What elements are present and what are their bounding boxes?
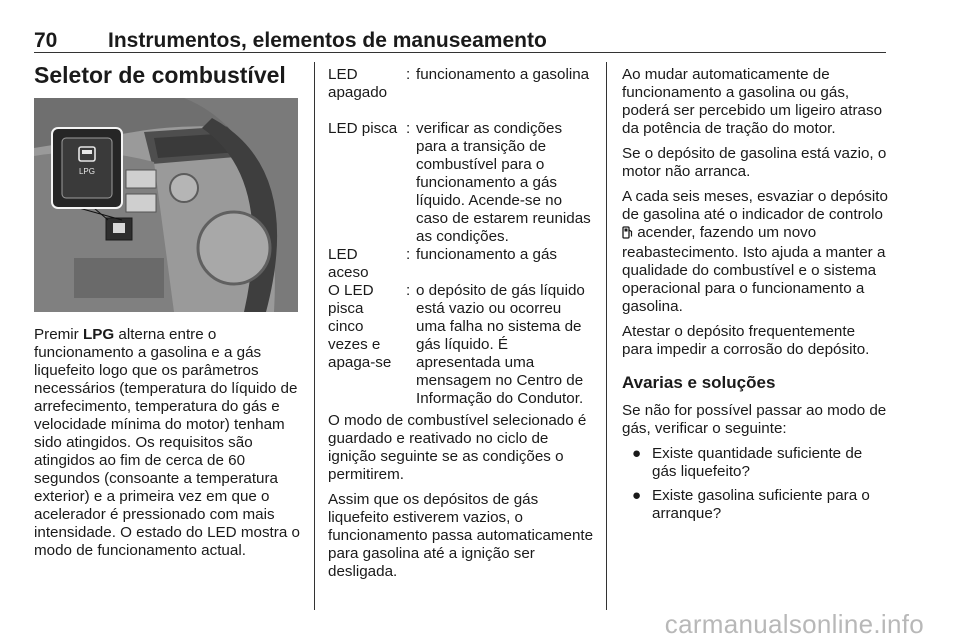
header-rule	[34, 52, 886, 53]
section-title: Seletor de combustível	[34, 62, 286, 88]
led-state-row	[328, 120, 594, 246]
bullet-marker: ●	[632, 445, 642, 462]
list-item: ● Existe quantidade suficiente de gás liquefeito?	[632, 445, 863, 480]
paragraph: Assim que os depósitos de gás liquefeito estiverem vazios, o funcionamento passa automaticamente para gasolina até a ignição ser desligada.	[328, 491, 594, 580]
troubleshooting-heading: Avarias e soluções	[622, 373, 776, 392]
paragraph: Atestar o depósito frequentemente para impedir a corrosão do depósito.	[622, 323, 870, 358]
lpg-button-label: LPG	[82, 326, 115, 343]
led-state-key: LED pisca	[328, 120, 398, 137]
list-item: ● Existe gasolina suficiente para o arranque?	[632, 487, 870, 522]
colon: :	[406, 66, 411, 83]
middle-column	[328, 66, 594, 588]
led-state-value: verificar as condições para a transição de combustível para o funcionamento a gás líquido. Acende-se no caso de estarem reunidas as condições.	[416, 120, 591, 245]
bullet-marker: ●	[632, 487, 642, 504]
page-header	[34, 30, 886, 52]
fuel-gas-indicator-icon	[622, 226, 633, 244]
led-state-key: O LED pisca cinco vezes e apaga-se	[328, 282, 392, 371]
colon: :	[406, 120, 411, 137]
lpg-icon-label: LPG	[78, 167, 96, 176]
led-state-value: funcionamento a gasolina	[416, 66, 590, 83]
chapter-title: Instrumentos, elementos de manuseamento	[108, 29, 547, 52]
led-state-key: LED apagado	[328, 66, 388, 101]
led-state-value: o depósito de gás líquido está vazio ou ocorreu uma falha no sistema de gás líquido. É apresentada uma mensagem no Centro de Informação do Condutor.	[416, 282, 585, 407]
dashboard-illustration	[34, 98, 298, 312]
colon: :	[406, 246, 411, 263]
paragraph: Ao mudar automaticamente de funcionamento a gasolina ou gás, poderá ser percebido um ligeiro atraso da potência de tração do motor.	[622, 66, 883, 137]
led-state-key: LED aceso	[328, 246, 369, 281]
paragraph: A cada seis meses, esvaziar o depósito de gasolina até o indicador de controlo acender, fazendo um novo reabastecimento. Isto ajuda a manter a qualidade do combustível e o sistema operacional para o funcionamento a gasolina.	[622, 188, 888, 315]
lpg-switch-illustration	[34, 98, 298, 312]
paragraph: O modo de combustível selecionado é guardado e reativado no ciclo de ignição seguinte se as condições o permitirem.	[328, 412, 587, 483]
page-number: 70	[34, 29, 58, 52]
led-state-value: funcionamento a gás	[416, 246, 558, 263]
led-state-row	[328, 246, 594, 282]
paragraph: Se o depósito de gasolina está vazio, o motor não arranca.	[622, 145, 887, 180]
right-column	[622, 66, 888, 529]
left-column-text	[34, 326, 300, 567]
intro-paragraph: Premir LPG alterna entre o funcionamento a gasolina e a gás liquefeito logo que os parâmetros necessários (temperatura do líquido de arrefecimento, temperatura do gás e velocidade mínima do motor) tenham sido atingidos. Os requisitos são atingidos ao fim de cerca de 60 segundos (consoante a temperatura exterior) e a primeira vez em que o acelerador é pressionado com mais intensidade. O estado do LED mostra o modo de funcionamento actual.	[34, 326, 300, 559]
colon: :	[406, 282, 411, 299]
watermark: carmanualsonline.info	[664, 609, 924, 639]
paragraph: Se não for possível passar ao modo de gás, verificar o seguinte:	[622, 402, 887, 437]
column-divider-2	[606, 62, 607, 610]
led-state-row	[328, 282, 594, 412]
led-state-row	[328, 66, 594, 120]
column-divider-1	[314, 62, 315, 610]
